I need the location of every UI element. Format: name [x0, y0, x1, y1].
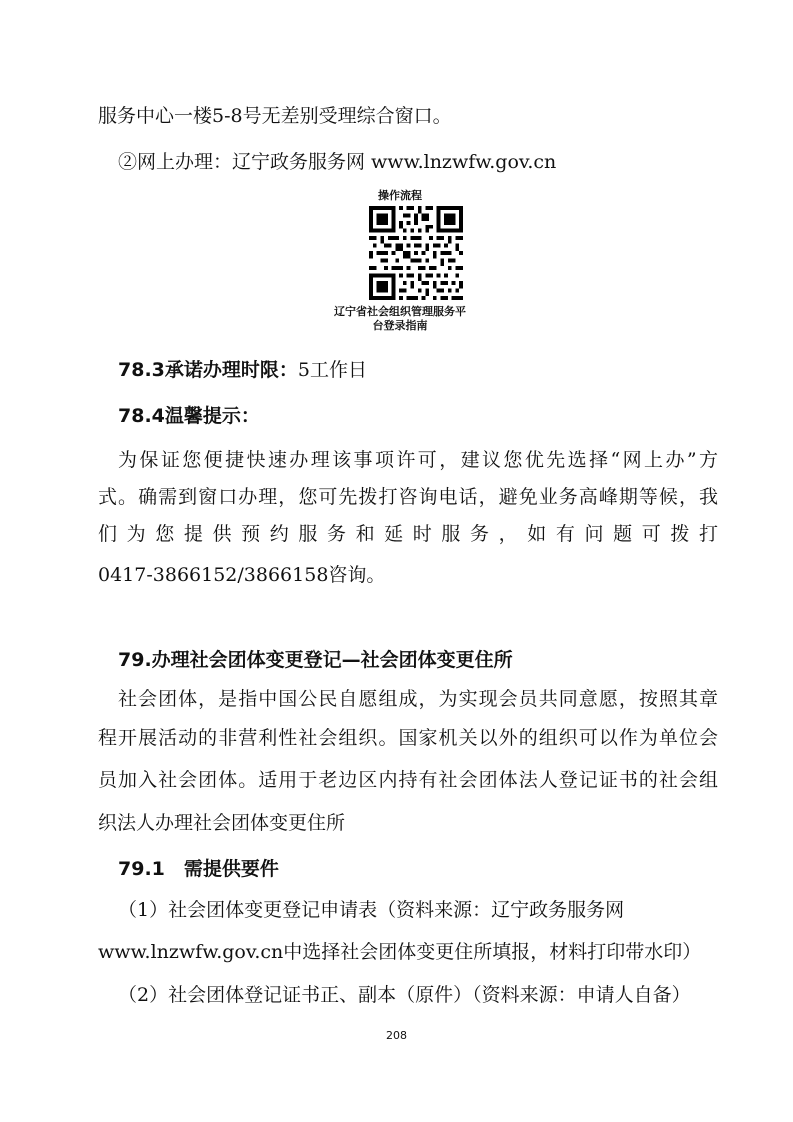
line-online-service: ②网上办理：辽宁政务服务网 www.lnzwfw.gov.cn [118, 151, 557, 173]
requirement-2: （2）社会团体登记证书正、副本（原件）（资料来源：申请人自备） [118, 984, 691, 1006]
section-79-title: 79.办理社会团体变更登记—社会团体变更住所 [118, 649, 513, 671]
section-79-para-line-1: 社会团体，是指中国公民自愿组成，为实现会员共同意愿，按照其章 [118, 688, 718, 710]
qr-caption-bottom: 辽宁省社会组织管理服务平台登录指南 [334, 305, 466, 332]
page-number: 208 [386, 1029, 407, 1042]
line-window-address: 服务中心一楼5-8号无差别受理综合窗口。 [98, 105, 452, 127]
section-78-3-value: 5工作日 [297, 359, 367, 381]
requirement-1-line-2: www.lnzwfw.gov.cn中选择社会团体变更住所填报，材料打印带水印） [98, 941, 702, 963]
requirement-1-line-1: （1）社会团体变更登记申请表（资料来源：辽宁政务服务网 [118, 899, 625, 921]
qr-code-icon[interactable] [369, 206, 463, 300]
section-78-3 [118, 358, 718, 382]
section-79-para-line-2: 程开展活动的非营利性社会组织。国家机关以外的组织可以作为单位会 [98, 727, 718, 749]
qr-caption-top: 操作流程 [378, 189, 422, 202]
section-79-para-line-4: 织法人办理社会团体变更住所 [98, 812, 346, 834]
tip-line-4: 0417-3866152/3866158咨询。 [98, 564, 386, 586]
section-79-para-line-3: 员加入社会团体。适用于老边区内持有社会团体法人登记证书的社会组 [98, 769, 718, 791]
section-79-1-title: 79.1 需提供要件 [118, 858, 279, 880]
tip-line-1: 为保证您便捷快速办理该事项许可，建议您优先选择“网上办”方 [118, 449, 718, 471]
section-78-3-label: 78.3承诺办理时限： [118, 359, 298, 381]
tip-line-3: 们为您提供预约服务和延时服务，如有问题可拨打 [98, 523, 718, 545]
section-78-4-label: 78.4温馨提示： [118, 405, 260, 427]
tip-line-2: 式。确需到窗口办理，您可先拨打咨询电话，避免业务高峰期等候，我 [98, 486, 718, 508]
